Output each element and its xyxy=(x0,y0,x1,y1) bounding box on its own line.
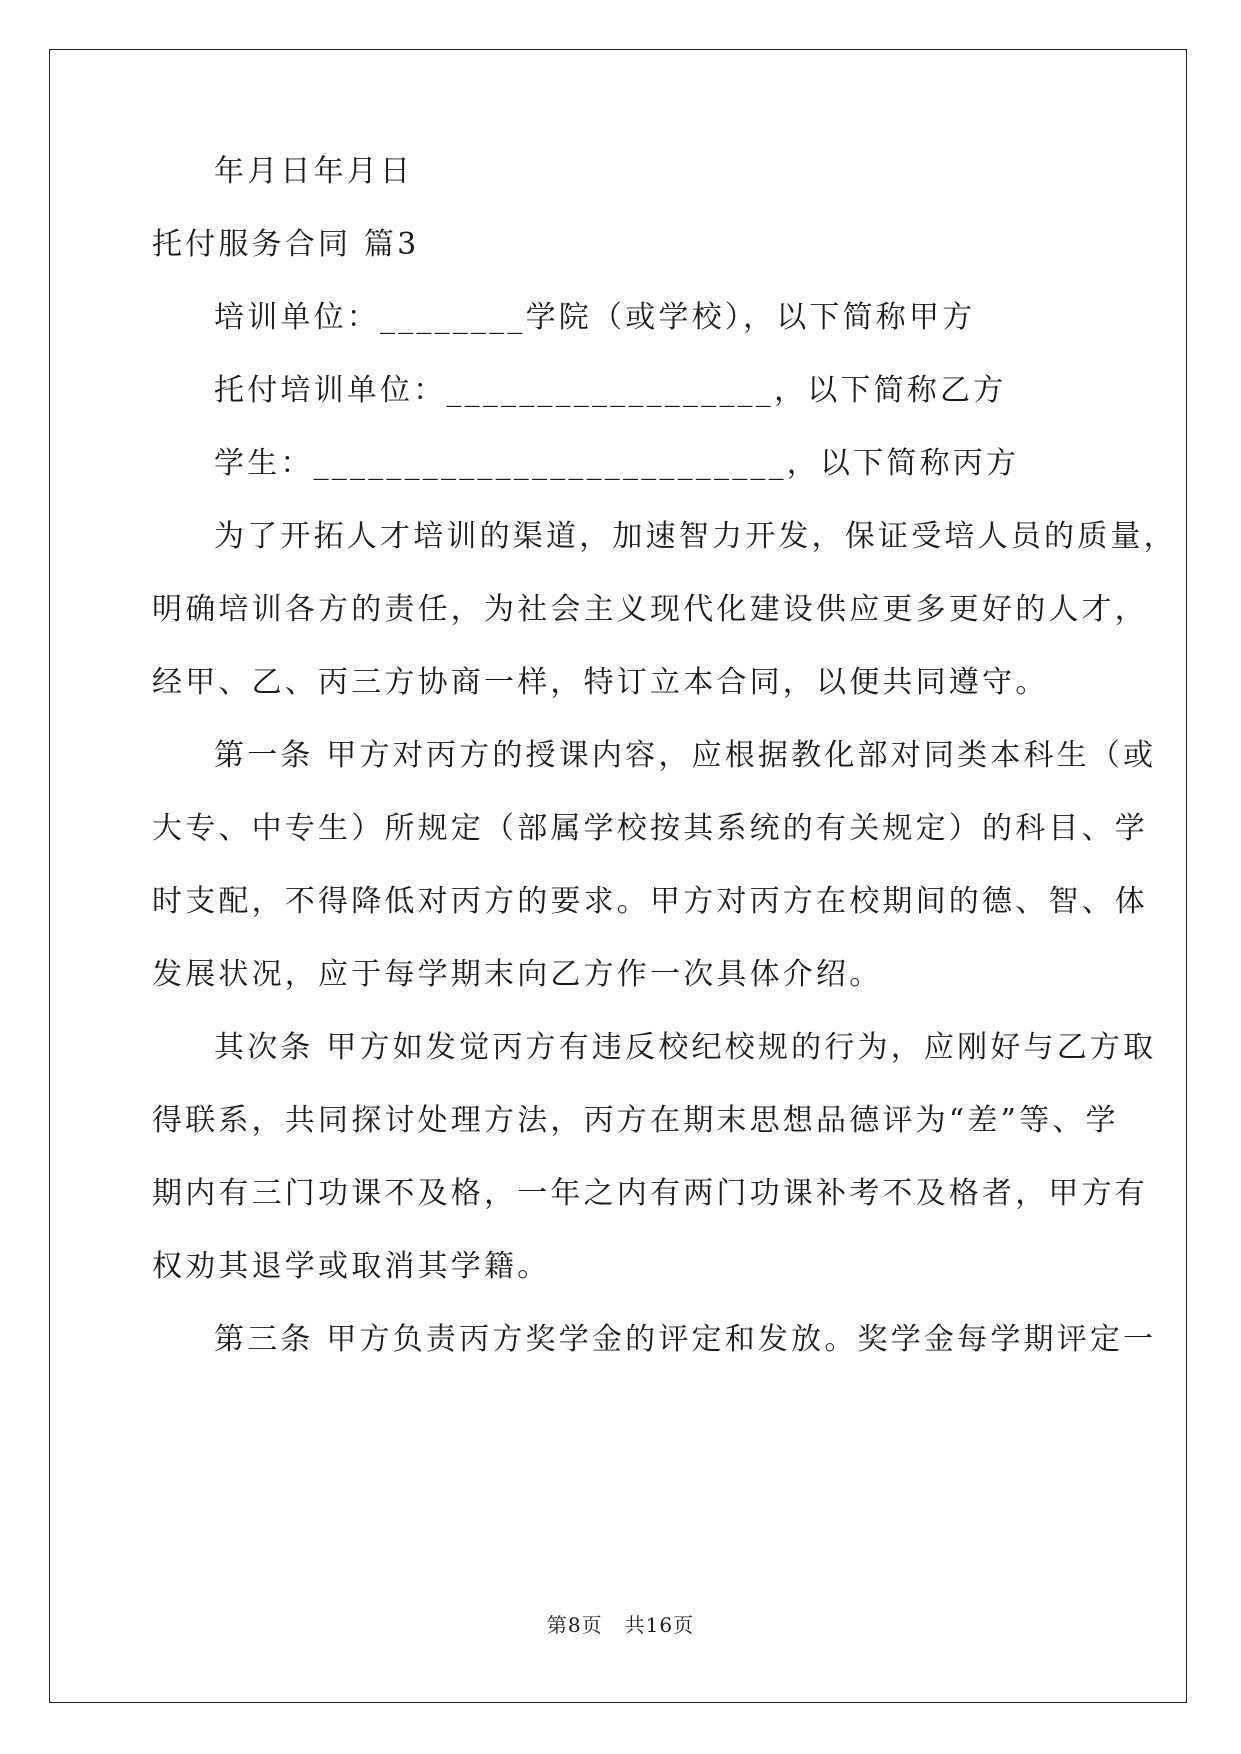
party-c-line: 学生：__________________________，以下简称丙方 xyxy=(214,446,1020,481)
paragraph-line: 发展状况，应于每学期末向乙方作一次具体介绍。 xyxy=(152,957,883,992)
paragraph-line: 得联系，共同探讨处理方法，丙方在期末思想品德评为“差”等、学 xyxy=(152,1103,1119,1138)
paragraph-line: 其次条 甲方如发觉丙方有违反校纪校规的行为，应刚好与乙方取 xyxy=(214,1030,1157,1065)
paragraph-line: 第三条 甲方负责丙方奖学金的评定和发放。奖学金每学期评定一 xyxy=(214,1322,1157,1357)
paragraph-line: 明确培训各方的责任，为社会主义现代化建设供应更多更好的人才， xyxy=(152,592,1148,627)
paragraph-line: 第一条 甲方对丙方的授课内容，应根据教化部对同类本科生（或 xyxy=(214,738,1157,773)
paragraph-line: 经甲、乙、丙三方协商一样，特订立本合同，以便共同遵守。 xyxy=(152,665,1049,700)
page-total: 共16页 xyxy=(624,1613,695,1637)
paragraph-line: 时支配，不得降低对丙方的要求。甲方对丙方在校期间的德、智、体 xyxy=(152,884,1148,919)
page-number: 第8页 xyxy=(546,1613,603,1637)
paragraph-line: 大专、中专生）所规定（部属学校按其系统的有关规定）的科目、学 xyxy=(152,811,1148,846)
paragraph-line: 期内有三门功课不及格，一年之内有两门功课补考不及格者，甲方有 xyxy=(152,1176,1148,1211)
paragraph-line: 为了开拓人才培训的渠道，加速智力开发，保证受培人员的质量， xyxy=(214,519,1177,554)
paragraph-line: 权劝其退学或取消其学籍。 xyxy=(152,1249,551,1284)
party-a-line: 培训单位：________学院（或学校），以下简称甲方 xyxy=(214,300,976,335)
date-line: 年月日年月日 xyxy=(214,154,414,189)
party-b-line: 托付培训单位：__________________，以下简称乙方 xyxy=(214,373,1007,408)
section-heading: 托付服务合同 篇3 xyxy=(152,227,420,262)
page-footer xyxy=(0,1612,1241,1638)
